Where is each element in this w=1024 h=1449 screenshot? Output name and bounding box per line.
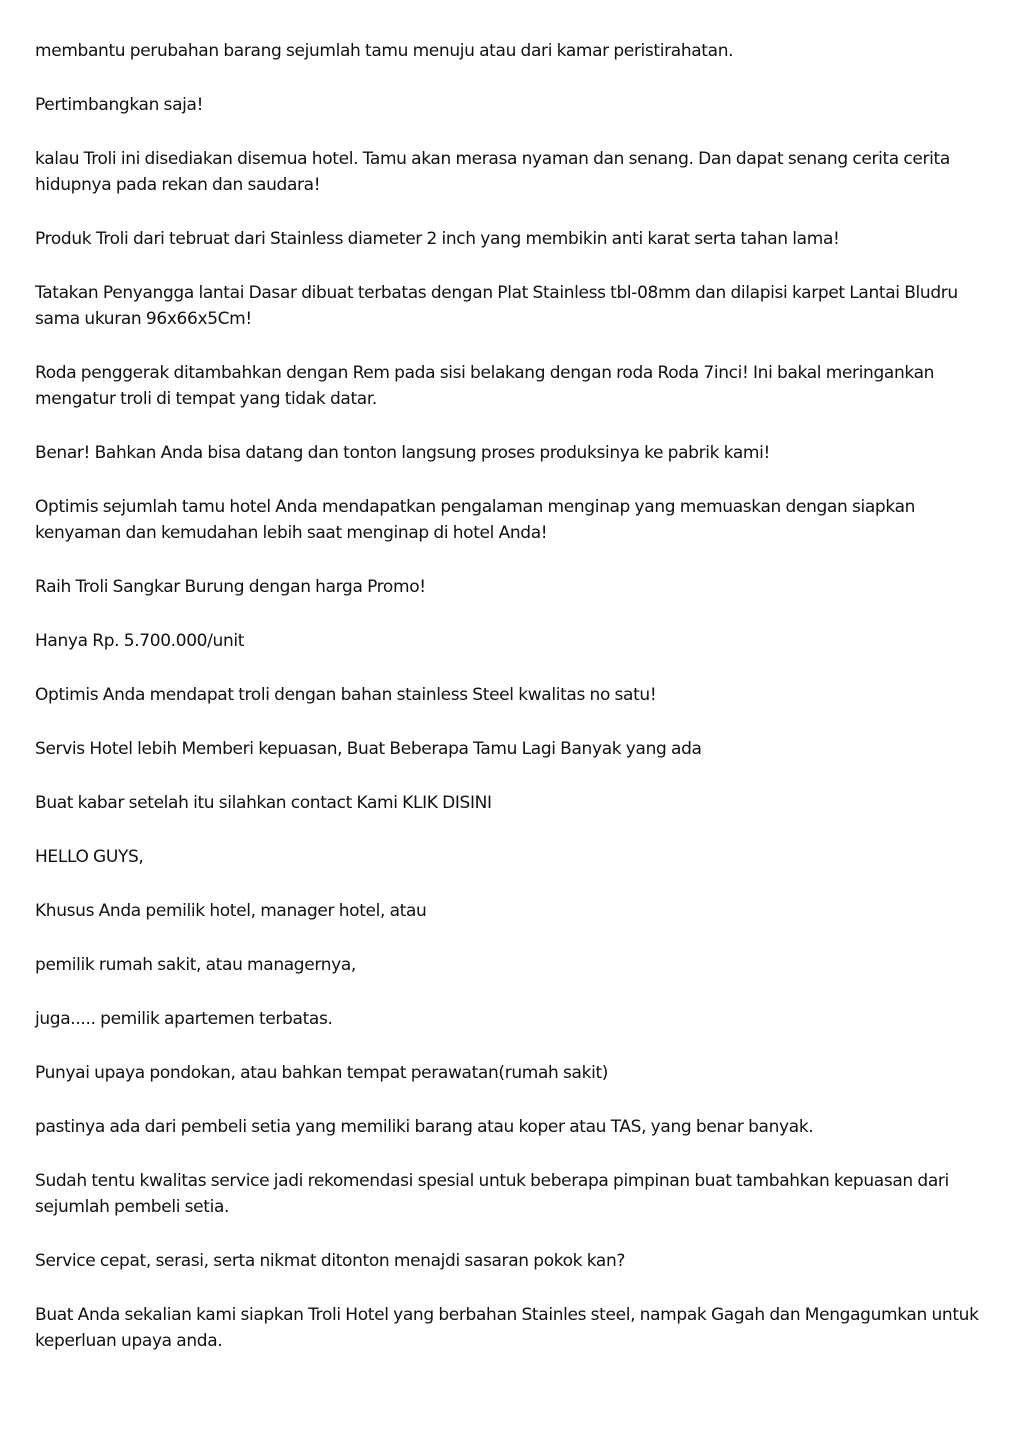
paragraph-19: pastinya ada dari pembeli setia yang memiliki barang atau koper atau TAS, yang benar banyak.	[35, 1117, 814, 1137]
paragraph-22: Buat Anda sekalian kami siapkan Troli Hotel yang berbahan Stainles steel, nampak Gagah dan Mengagumkan untuk keperluan upaya anda.	[35, 1305, 979, 1351]
paragraph-2: Pertimbangkan saja!	[35, 95, 204, 115]
paragraph-4: Produk Troli dari tebruat dari Stainless diameter 2 inch yang membikin anti karat serta tahan lama!	[35, 229, 840, 249]
paragraph-9: Raih Troli Sangkar Burung dengan harga Promo!	[35, 577, 426, 597]
paragraph-18: Punyai upaya pondokan, atau bahkan tempat perawatan(rumah sakit)	[35, 1063, 609, 1083]
paragraph-16: pemilik rumah sakit, atau managernya,	[35, 955, 356, 975]
paragraph-11: Optimis Anda mendapat troli dengan bahan stainless Steel kwalitas no satu!	[35, 685, 657, 705]
document-body	[35, 38, 990, 1382]
greeting-paragraph: HELLO GUYS,	[35, 847, 144, 867]
paragraph-21: Service cepat, serasi, serta nikmat ditonton menajdi sasaran pokok kan?	[35, 1251, 626, 1271]
paragraph-17: juga..... pemilik apartemen terbatas.	[35, 1009, 333, 1029]
paragraph-8: Optimis sejumlah tamu hotel Anda mendapatkan pengalaman menginap yang memuaskan dengan siapkan kenyaman dan kemudahan lebih saat menginap di hotel Anda!	[35, 497, 916, 543]
contact-paragraph: Buat kabar setelah itu silahkan contact Kami KLIK DISINI	[35, 793, 492, 813]
paragraph-3: kalau Troli ini disediakan disemua hotel. Tamu akan merasa nyaman dan senang. Dan dapat senang cerita cerita hidupnya pada rekan dan saudara!	[35, 149, 950, 195]
paragraph-5: Tatakan Penyangga lantai Dasar dibuat terbatas dengan Plat Stainless tbl-08mm dan dilapisi karpet Lantai Bludru sama ukuran 96x66x5Cm!	[35, 283, 958, 329]
paragraph-12: Servis Hotel lebih Memberi kepuasan, Buat Beberapa Tamu Lagi Banyak yang ada	[35, 739, 702, 759]
paragraph-15: Khusus Anda pemilik hotel, manager hotel, atau	[35, 901, 427, 921]
price-paragraph: Hanya Rp. 5.700.000/unit	[35, 631, 245, 651]
paragraph-1: membantu perubahan barang sejumlah tamu menuju atau dari kamar peristirahatan.	[35, 41, 734, 61]
paragraph-20: Sudah tentu kwalitas service jadi rekomendasi spesial untuk beberapa pimpinan buat tambahkan kepuasan dari sejumlah pembeli setia.	[35, 1171, 949, 1217]
paragraph-7: Benar! Bahkan Anda bisa datang dan tonton langsung proses produksinya ke pabrik kami!	[35, 443, 770, 463]
paragraph-6: Roda penggerak ditambahkan dengan Rem pada sisi belakang dengan roda Roda 7inci! Ini bakal meringankan mengatur troli di tempat yang tidak datar.	[35, 363, 935, 409]
